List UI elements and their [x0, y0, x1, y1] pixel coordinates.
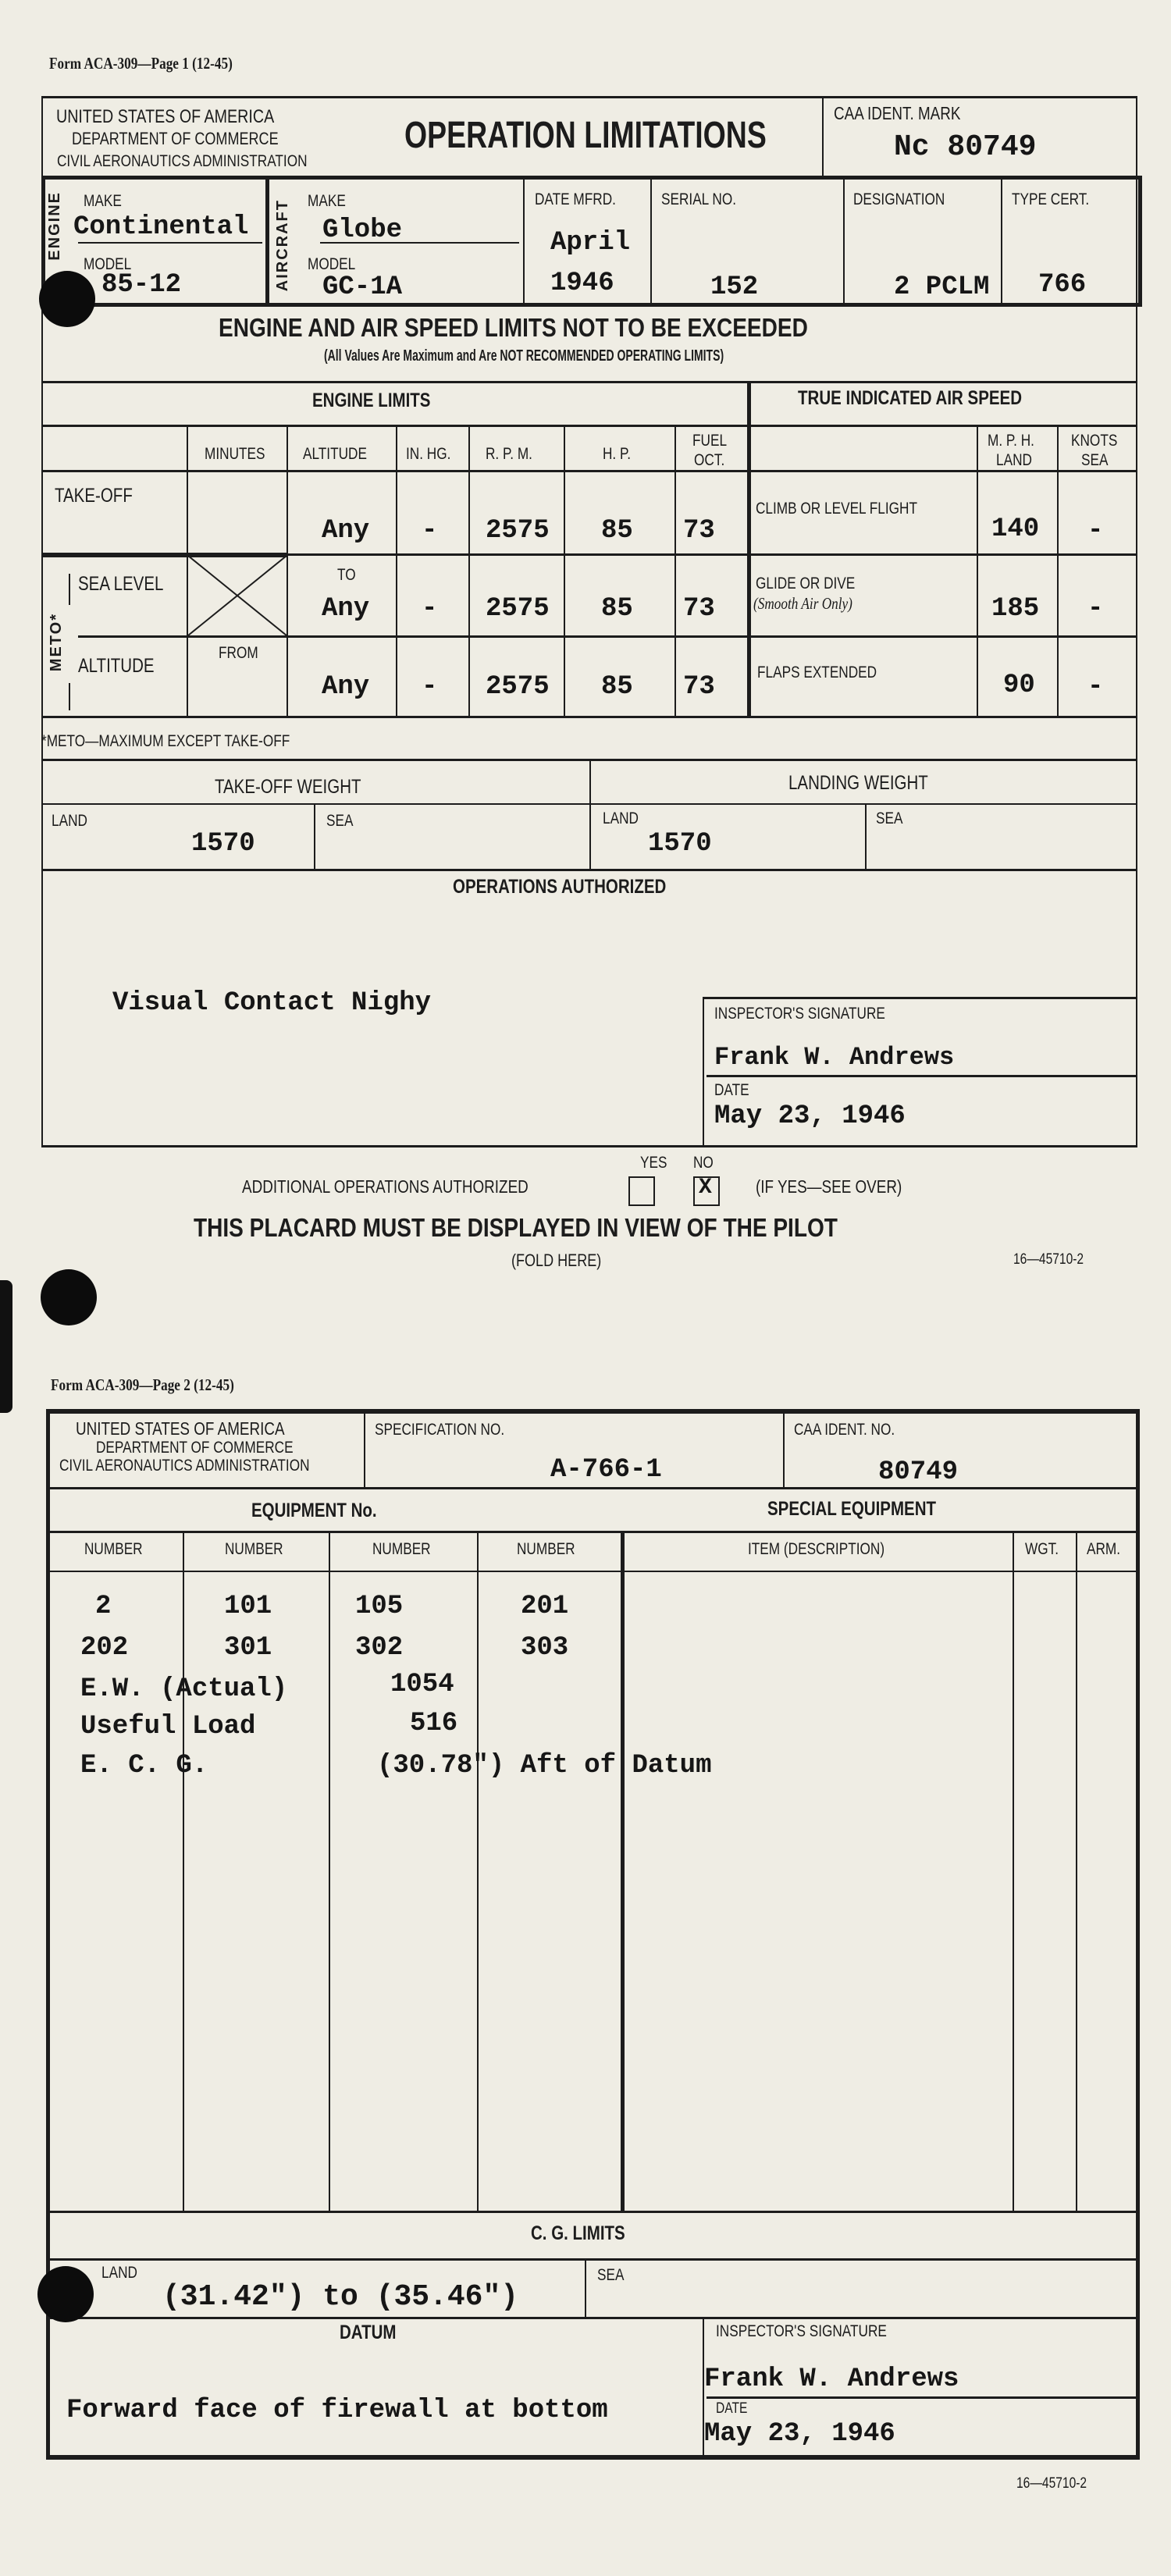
- fuel-value: 73: [683, 672, 715, 702]
- punch-hole: [39, 271, 95, 327]
- divider: [41, 470, 1137, 472]
- divider: [1136, 1409, 1140, 2459]
- type-cert-value: 766: [1038, 270, 1087, 300]
- no-label: NO: [693, 1154, 714, 1172]
- divider: [703, 997, 1137, 999]
- in-hg-value: -: [422, 594, 438, 624]
- equipment-label: EQUIPMENT No.: [251, 1500, 377, 1521]
- useful-load-value: 516: [410, 1709, 458, 1738]
- divider: [329, 1532, 330, 2211]
- meto-label: METO*: [48, 613, 65, 672]
- additional-ops-label: ADDITIONAL OPERATIONS AUTHORIZED: [242, 1176, 529, 1197]
- col-mph: M. P. H.: [988, 432, 1034, 450]
- col-number: NUMBER: [225, 1540, 283, 1558]
- no-check-mark: X: [699, 1176, 712, 1200]
- aircraft-section-label: AIRCRAFT: [274, 199, 291, 292]
- empty-weight-label: E.W. (Actual): [80, 1674, 288, 1704]
- date-mfrd-label: DATE MFRD.: [535, 190, 616, 208]
- row-label: TAKE-OFF: [55, 485, 133, 507]
- divider: [822, 96, 824, 176]
- operations-value: Visual Contact Nighy: [112, 988, 432, 1018]
- divider: [1001, 176, 1002, 303]
- divider: [41, 1145, 1137, 1147]
- aircraft-make-label: MAKE: [308, 192, 346, 210]
- landing-weight-label: LANDING WEIGHT: [788, 772, 928, 794]
- divider: [183, 1532, 184, 2211]
- divider: [41, 381, 1137, 383]
- col-number: NUMBER: [517, 1540, 575, 1558]
- divider: [585, 2260, 586, 2317]
- equipment-number: 105: [355, 1592, 404, 1621]
- divider: [523, 176, 525, 303]
- engine-model-label: MODEL: [84, 255, 132, 273]
- col-sea: SEA: [1081, 451, 1109, 469]
- divider: [41, 803, 1137, 805]
- divider: [396, 425, 397, 716]
- limits-subtitle: (All Values Are Maximum and Are NOT RECOMMENDED OPERATING LIMITS): [324, 347, 724, 365]
- divider: [703, 997, 704, 1145]
- divider: [46, 1531, 1139, 1533]
- divider: [674, 425, 676, 716]
- punch-hole: [41, 1269, 97, 1325]
- type-cert-label: TYPE CERT.: [1012, 190, 1090, 208]
- inspector-label: INSPECTOR'S SIGNATURE: [714, 1005, 885, 1023]
- equipment-number: 303: [521, 1633, 569, 1663]
- divider: [41, 716, 1137, 718]
- col-in-hg: IN. HG.: [406, 445, 451, 463]
- divider: [589, 759, 591, 869]
- date-value: May 23, 1946: [704, 2419, 895, 2449]
- equipment-number: 301: [224, 1633, 272, 1663]
- aircraft-model-label: MODEL: [308, 255, 356, 273]
- landing-sea-label: SEA: [876, 809, 903, 827]
- col-number: NUMBER: [372, 1540, 431, 1558]
- inspector-label: INSPECTOR'S SIGNATURE: [716, 2322, 887, 2340]
- divider: [865, 805, 867, 869]
- agency-line: CIVIL AERONAUTICS ADMINISTRATION: [57, 152, 308, 170]
- col-minutes: MINUTES: [205, 445, 265, 463]
- spec-label: SPECIFICATION NO.: [375, 1421, 505, 1439]
- engine-make: Continental: [73, 212, 249, 242]
- col-land: LAND: [996, 451, 1032, 469]
- speed-note: (Smooth Air Only): [753, 594, 852, 613]
- spec-value: A-766-1: [550, 1455, 662, 1485]
- fuel-value: 73: [683, 594, 715, 624]
- col-oct: OCT.: [694, 451, 725, 469]
- divider: [46, 2258, 1139, 2261]
- cg-sea-label: SEA: [597, 2266, 625, 2284]
- divider: [364, 1413, 365, 1487]
- row-label: SEA LEVEL: [78, 573, 164, 595]
- meto-bracket: [69, 574, 70, 605]
- altitude-note: TO: [337, 566, 356, 584]
- rpm-value: 2575: [486, 594, 550, 624]
- divider: [41, 96, 1137, 98]
- divider: [468, 425, 470, 716]
- knots-value: -: [1087, 516, 1104, 546]
- rpm-value: 2575: [486, 672, 550, 702]
- altitude-value: Any: [322, 672, 370, 702]
- divider: [46, 1571, 1139, 1572]
- altitude-note: FROM: [219, 644, 258, 662]
- divider: [1013, 1532, 1014, 2211]
- torn-edge: [0, 1280, 12, 1413]
- altitude-value: Any: [322, 516, 370, 546]
- row-label: ALTITUDE: [78, 655, 155, 677]
- divider: [783, 1413, 785, 1487]
- engine-section-label: ENGINE: [46, 191, 63, 261]
- speed-label: GLIDE OR DIVE: [756, 575, 856, 592]
- divider: [46, 2211, 1139, 2213]
- inspector-signature: Frank W. Andrews: [704, 2364, 959, 2394]
- col-altitude: ALTITUDE: [303, 445, 367, 463]
- divider: [977, 425, 978, 716]
- equipment-number: 202: [80, 1633, 129, 1663]
- ecg-value: (30.78") Aft of Datum: [377, 1751, 712, 1781]
- equipment-number: 201: [521, 1592, 569, 1621]
- designation-value: 2 PCLM: [894, 272, 990, 302]
- divider: [843, 176, 845, 303]
- agency-line: UNITED STATES OF AMERICA: [76, 1418, 285, 1439]
- divider: [314, 805, 315, 869]
- divider: [41, 425, 1137, 427]
- divider: [187, 553, 1137, 556]
- rpm-value: 2575: [486, 516, 550, 546]
- landing-land-value: 1570: [648, 829, 712, 859]
- fuel-value: 73: [683, 516, 715, 546]
- altitude-value: Any: [322, 594, 370, 624]
- hp-value: 85: [601, 594, 633, 624]
- datum-label: DATUM: [340, 2322, 397, 2343]
- col-hp: H. P.: [603, 445, 632, 463]
- in-hg-value: -: [422, 672, 438, 702]
- divider: [477, 1532, 479, 2211]
- speed-label: FLAPS EXTENDED: [757, 664, 877, 681]
- divider: [46, 2317, 1139, 2319]
- caa-ident-label: CAA IDENT. MARK: [834, 103, 961, 123]
- agency-line: DEPARTMENT OF COMMERCE: [96, 1439, 294, 1457]
- if-yes-note: (IF YES—SEE OVER): [756, 1176, 902, 1197]
- placard-notice: THIS PLACARD MUST BE DISPLAYED IN VIEW OF THE PILOT: [194, 1213, 838, 1242]
- col-knots: KNOTS: [1071, 432, 1118, 450]
- caa-ident-value: 80749: [878, 1457, 959, 1487]
- engine-limits-label: ENGINE LIMITS: [312, 390, 431, 411]
- landing-land-label: LAND: [603, 809, 639, 827]
- crossed-out-cell: [188, 556, 287, 635]
- engine-model: 85-12: [101, 270, 182, 300]
- equipment-number: 302: [355, 1633, 404, 1663]
- empty-weight-value: 1054: [390, 1670, 454, 1699]
- fold-here: (FOLD HERE): [511, 1251, 602, 1270]
- knots-value: -: [1087, 594, 1104, 624]
- caa-ident-label: CAA IDENT. NO.: [794, 1421, 895, 1439]
- inspector-signature: Frank W. Andrews: [714, 1043, 955, 1072]
- takeoff-land-value: 1570: [191, 829, 255, 859]
- divider: [747, 381, 751, 716]
- meto-bracket: [69, 683, 70, 710]
- col-fuel: FUEL: [692, 432, 728, 450]
- divider: [287, 425, 288, 716]
- engine-make-label: MAKE: [84, 192, 122, 210]
- no-checkbox[interactable]: [693, 1176, 720, 1206]
- hp-value: 85: [601, 672, 633, 702]
- takeoff-land-label: LAND: [52, 812, 87, 830]
- agency-line: DEPARTMENT OF COMMERCE: [72, 129, 279, 148]
- useful-load-label: Useful Load: [80, 1712, 256, 1742]
- date-label: DATE: [716, 2400, 748, 2417]
- caa-ident-value: Nc 80749: [894, 130, 1037, 164]
- form-label: Form ACA-309—Page 1 (12-45): [49, 54, 233, 73]
- limits-title: ENGINE AND AIR SPEED LIMITS NOT TO BE EXCEEDED: [219, 313, 808, 342]
- print-code: 16—45710-2: [1016, 2475, 1087, 2492]
- yes-label: YES: [640, 1154, 667, 1172]
- divider: [650, 176, 652, 303]
- agency-line: CIVIL AERONAUTICS ADMINISTRATION: [59, 1457, 310, 1475]
- mph-value: 140: [991, 514, 1040, 544]
- cg-limits-label: C. G. LIMITS: [531, 2222, 625, 2244]
- serial-value: 152: [710, 272, 759, 302]
- airspeed-label: TRUE INDICATED AIR SPEED: [798, 387, 1023, 409]
- knots-value: -: [1087, 672, 1104, 702]
- punch-hole: [37, 2266, 94, 2322]
- aircraft-model: GC-1A: [322, 272, 403, 302]
- divider: [564, 425, 565, 716]
- divider: [46, 1487, 1139, 1489]
- ecg-label: E. C. G.: [80, 1751, 208, 1781]
- page-title: OPERATION LIMITATIONS: [404, 115, 767, 156]
- divider: [78, 635, 1137, 638]
- aircraft-make: Globe: [322, 215, 403, 245]
- takeoff-sea-label: SEA: [326, 812, 354, 830]
- col-arm: ARM.: [1087, 1540, 1121, 1558]
- divider: [46, 2455, 1140, 2460]
- datum-value: Forward face of firewall at bottom: [66, 2396, 608, 2425]
- col-rpm: R. P. M.: [486, 445, 532, 463]
- cg-land-value: (31.42") to (35.46"): [162, 2280, 519, 2314]
- col-number: NUMBER: [84, 1540, 143, 1558]
- divider: [265, 176, 269, 303]
- divider: [707, 1075, 1136, 1077]
- takeoff-weight-label: TAKE-OFF WEIGHT: [215, 776, 361, 798]
- mph-value: 185: [991, 594, 1040, 624]
- equipment-number: 2: [95, 1592, 112, 1621]
- agency-line: UNITED STATES OF AMERICA: [56, 106, 275, 127]
- hp-value: 85: [601, 516, 633, 546]
- designation-label: DESIGNATION: [853, 190, 945, 208]
- divider: [707, 2396, 1136, 2399]
- divider: [621, 1532, 625, 2211]
- col-wgt: WGT.: [1025, 1540, 1059, 1558]
- speed-label: CLIMB OR LEVEL FLIGHT: [756, 500, 918, 518]
- divider: [1076, 1532, 1077, 2211]
- yes-checkbox[interactable]: [628, 1176, 655, 1206]
- date-mfrd-month: April: [550, 228, 631, 258]
- equipment-number: 101: [224, 1592, 272, 1621]
- mph-value: 90: [1003, 671, 1035, 700]
- in-hg-value: -: [422, 516, 438, 546]
- serial-label: SERIAL NO.: [661, 190, 737, 208]
- divider: [41, 869, 1137, 871]
- operations-label: OPERATIONS AUTHORIZED: [453, 876, 667, 898]
- meto-note: *METO—MAXIMUM EXCEPT TAKE-OFF: [41, 732, 290, 750]
- col-item: ITEM (DESCRIPTION): [748, 1540, 885, 1558]
- special-equipment-label: SPECIAL EQUIPMENT: [767, 1498, 937, 1520]
- date-label: DATE: [714, 1081, 749, 1099]
- cg-land-label: LAND: [101, 2264, 137, 2282]
- date-value: May 23, 1946: [714, 1101, 906, 1131]
- form-label: Form ACA-309—Page 2 (12-45): [51, 1375, 234, 1394]
- divider: [46, 1409, 1139, 1414]
- print-code: 16—45710-2: [1013, 1251, 1084, 1268]
- date-mfrd-year: 1946: [550, 269, 614, 298]
- divider: [1057, 425, 1059, 716]
